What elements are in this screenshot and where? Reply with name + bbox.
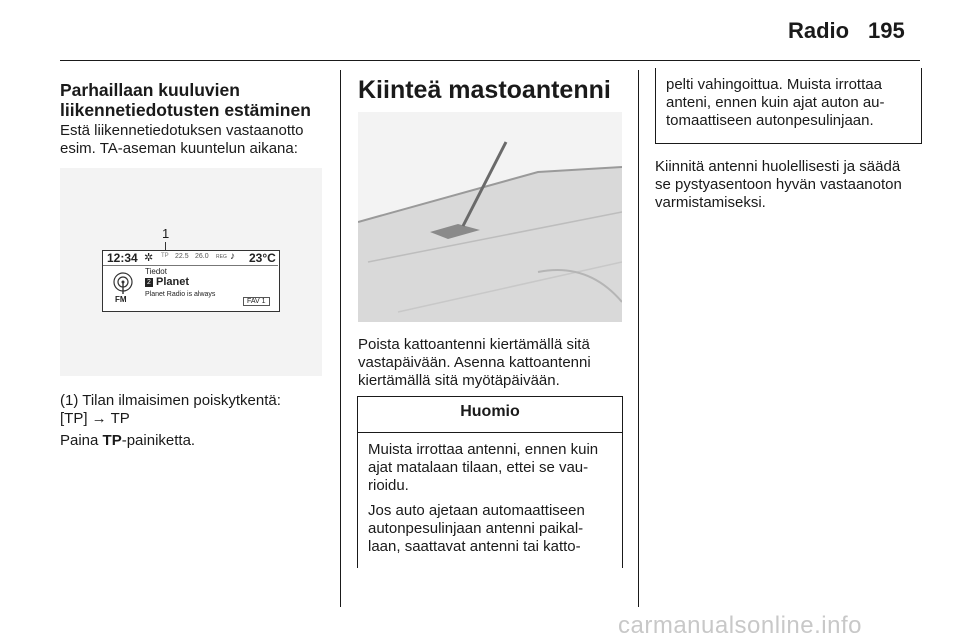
antenna-adjust-paragraph: Kiinnitä antenni huolellisesti ja säädä se pystyasentoon hyvän vastaanoton varmistamiseksi. (655, 158, 902, 211)
music-note-icon: ♪ (230, 251, 235, 262)
temp-zone-1: 22.5 (175, 253, 189, 260)
notice-box (357, 396, 623, 568)
caption-paragraph: (1) Tilan ilmaisimen poiskytkentä: [TP] → TP (60, 392, 281, 427)
section-heading-traffic: Parhaillaan kuuluvien liikennetiedotusten estäminen (60, 80, 311, 120)
notice-paragraph-1: Muista irrottaa antenni, ennen kuin ajat matalaan tilaan, ettei se vau- rioidu. (368, 441, 599, 494)
callout-number: 1 (162, 226, 170, 241)
antenna-instructions: Poista kattoantenni kiertämällä sitä vastapäivään. Asenna kattoantenni kiertämällä sitä myötäpäivään. (358, 336, 591, 389)
notice-title: Huomio (358, 397, 622, 433)
status-bar-divider (103, 265, 278, 266)
instruction-paragraph: Paina TP-painiketta. (60, 432, 196, 449)
station-name: Planet (156, 276, 190, 288)
reg-indicator: REG (216, 254, 227, 260)
site-watermark: carmanualsonline.info (618, 612, 862, 639)
section-title: Radio (788, 18, 850, 43)
column-divider-left (340, 70, 341, 607)
page-number: 195 (868, 18, 905, 43)
favourites-label: FAV 1 (243, 297, 270, 306)
antenna-figure (358, 112, 622, 322)
temp-zone-2: 26.0 (195, 253, 209, 260)
program-category: Tiedot (145, 267, 167, 276)
ta-indicator: TP (161, 253, 169, 259)
notice-paragraph-2: Jos auto ajetaan automaattiseen autonpesulinjaan antenni paikal- laan, saattavat antenni tai katto- (368, 502, 585, 555)
intro-paragraph: Estä liikennetiedotuksen vastaanotto esim. TA-aseman kuuntelun aikana: (60, 122, 304, 157)
outside-temperature: 23°C (249, 251, 276, 265)
display-time: 12:34 (107, 251, 138, 265)
tp-button-label: TP (102, 432, 122, 449)
notice-box-continued (655, 68, 922, 144)
radio-antenna-icon (112, 271, 134, 295)
band-label: FM (115, 295, 127, 304)
preset-number: 2 (145, 278, 153, 287)
notice-body (358, 433, 622, 556)
notice-continued-body: pelti vahingoittua. Muista irrottaa anteni, ennen kuin ajat auton au- tomaattiseen autonpesulinjaan. (666, 76, 885, 129)
radio-display (102, 250, 280, 312)
header-divider (60, 60, 920, 61)
car-roof-antenna-illustration (358, 112, 622, 322)
radio-text: Planet Radio is always (145, 291, 216, 298)
section-heading-antenna: Kiinteä mastoantenni (358, 76, 611, 104)
column-divider-right (638, 70, 639, 607)
gear-icon: ✲ (144, 252, 154, 264)
